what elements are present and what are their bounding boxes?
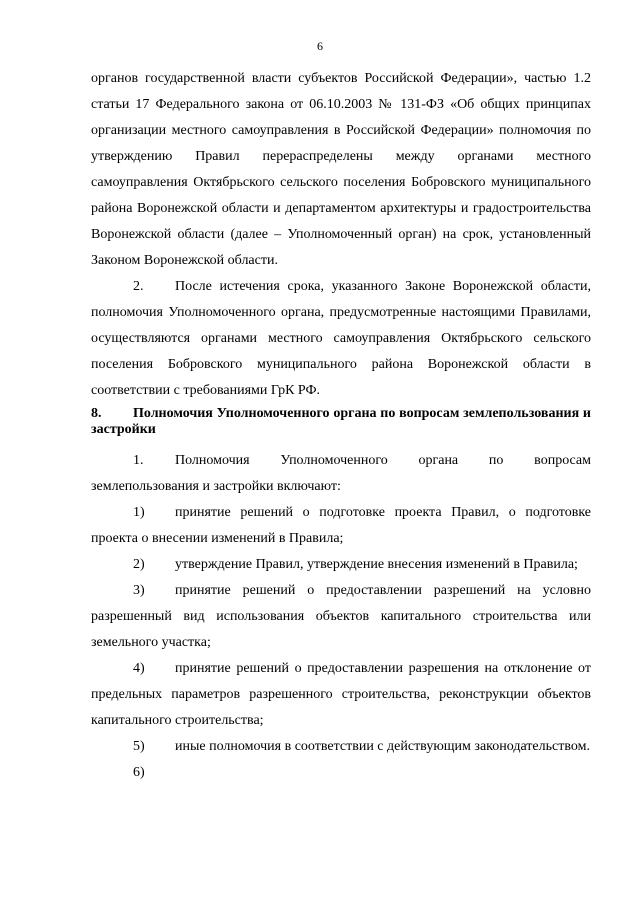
list-item-text: принятие решений о предоставлении разрешений на условно разрешенный вид использования объектов капитального строительства или земельного участка; [91,583,591,650]
list-item [91,760,591,786]
page-number: 6 [317,39,323,53]
section-intro [91,448,591,500]
list-item [91,552,591,578]
section-heading [91,404,591,448]
list-item-text: принятие решений о подготовке проекта Правил, о подготовке проекта о внесении изменений в Правила; [91,505,591,546]
paragraph-intro: органов государственной власти субъектов Российской Федерации», частью 1.2 статьи 17 Федерального закона от 06.10.2003 № 131-ФЗ «Об общих принципах организации местного самоуправления в Российской Федерации» полномочия по утверждению Правил перераспределены между органами местного самоуправления Октябрьского сельского поселения Бобровского муниципального района Воронежской области и департаментом архитектуры и градостроительства Воронежской области (далее – Уполномоченный орган) на срок, установленный Законом Воронежской области. [91,71,591,268]
list-item-number: 6) [133,765,145,780]
list-item [91,734,591,760]
section-number: 8. [91,406,102,421]
list-item-text: утверждение Правил, утверждение внесения изменений в Правила; [175,557,578,572]
list-item-number: 1) [133,505,145,520]
section-title: Полномочия Уполномоченного органа по вопросам землепользования и застройки [91,406,591,437]
list-item-number: 4) [133,661,145,676]
list-item [91,578,591,656]
paragraph-2-text: После истечения срока, указанного Законе Воронежской области, полномочия Уполномоченного органа, предусмотренные настоящими Правилами, осуществляются органами местного самоуправления Октябрьского сельского поселения Бобровского муниципального района Воронежской области в соответствии с требованиями ГрК РФ. [91,279,591,398]
list-item [91,500,591,552]
paragraph-2 [91,274,591,404]
list-item-text: принятие решений о предоставлении разрешения на отклонение от предельных параметров разрешенного строительства, реконструкции объектов капитального строительства; [91,661,591,728]
paragraph-2-number: 2. [133,279,144,294]
list-item [91,656,591,734]
list-item-number: 3) [133,583,145,598]
document-body [91,66,591,786]
list-item-text: иные полномочия в соответствии с действующим законодательством. [175,739,590,754]
list-item-number: 2) [133,557,145,572]
section-intro-text: Полномочия Уполномоченного органа по вопросам землепользования и застройки включают: [91,453,591,494]
section-intro-number: 1. [133,453,144,468]
list-item-number: 5) [133,739,145,754]
